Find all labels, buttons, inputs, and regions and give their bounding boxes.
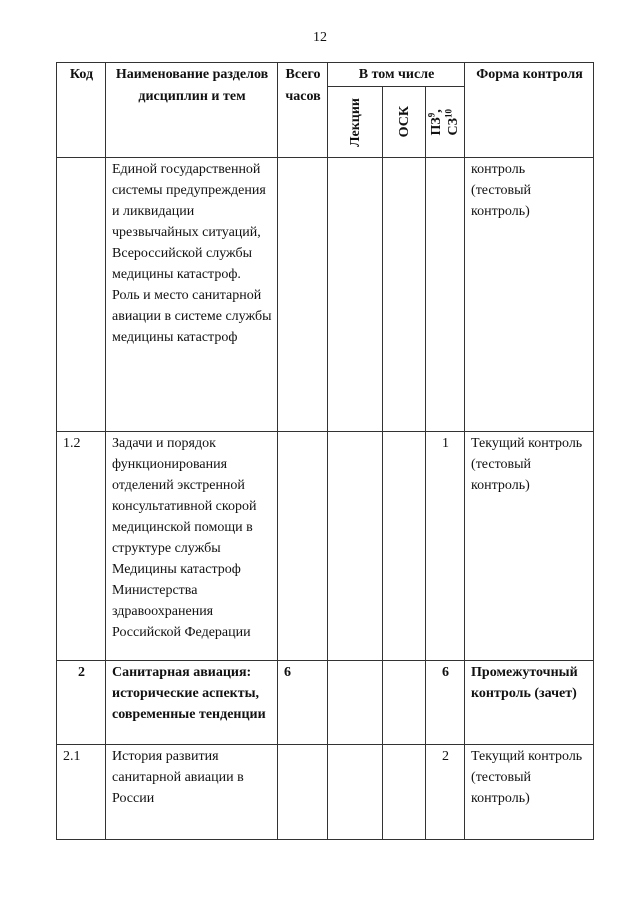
header-osk-cell (383, 87, 426, 158)
table-row (57, 432, 594, 661)
row-code: 1.2 (57, 432, 106, 661)
row-pz: 1 (426, 432, 465, 661)
header-pz-sz-cell (426, 87, 465, 158)
row-lectures (328, 745, 383, 840)
curriculum-table (56, 62, 594, 840)
row-form: контроль (тестовый контроль) (465, 158, 594, 432)
header-form: Форма контроля (465, 63, 594, 158)
header-row (57, 63, 594, 87)
row-osk (383, 158, 426, 432)
header-code: Код (57, 63, 106, 158)
header-pz-sz (428, 109, 462, 136)
row-pz: 2 (426, 745, 465, 840)
row-lectures (328, 661, 383, 745)
row-osk (383, 661, 426, 745)
row-code: 2.1 (57, 745, 106, 840)
row-total: 6 (278, 661, 328, 745)
header-total: Всего часов (278, 63, 328, 158)
header-lectures: Лекции (347, 97, 363, 147)
header-sz: СЗ (446, 117, 462, 136)
row-name: Санитарная авиация: исторические аспекты, современные тенденции (106, 661, 278, 745)
row-form: Промежуточный контроль (зачет) (465, 661, 594, 745)
header-sz-sup: 10 (443, 108, 454, 118)
row-form: Текущий контроль (тестовый контроль) (465, 432, 594, 661)
header-name: Наименование разделов дисциплин и тем (106, 63, 278, 158)
row-pz: 6 (426, 661, 465, 745)
row-code (57, 158, 106, 432)
table-row (57, 158, 594, 432)
row-code: 2 (57, 661, 106, 745)
page-number: 12 (313, 30, 327, 45)
header-lectures-cell (328, 87, 383, 158)
row-name: Единой государственной системы предупреждения и ликвидации чрезвычайных ситуаций, Всероссийской службы медицины катастроф. Роль и место санитарной авиации в системе службы медицины катастроф (106, 158, 278, 432)
row-name: История развития санитарной авиации в России (106, 745, 278, 840)
row-pz (426, 158, 465, 432)
row-total (278, 158, 328, 432)
table-row (57, 745, 594, 840)
row-form: Текущий контроль (тестовый контроль) (465, 745, 594, 840)
table-row (57, 661, 594, 745)
row-lectures (328, 432, 383, 661)
header-pz-sup: 9 (426, 112, 437, 117)
header-pz: ПЗ (429, 116, 445, 136)
row-total (278, 432, 328, 661)
row-name: Задачи и порядок функционирования отделений экстренной консультативной скорой медицинской помощи в структуре службы Медицины катастроф Министерства здравоохранения Российской Федерации (106, 432, 278, 661)
header-osk: ОСК (396, 106, 412, 138)
row-lectures (328, 158, 383, 432)
row-osk (383, 432, 426, 661)
header-including: В том числе (328, 63, 465, 87)
header-pz-separator: , (429, 108, 445, 113)
row-osk (383, 745, 426, 840)
row-total (278, 745, 328, 840)
